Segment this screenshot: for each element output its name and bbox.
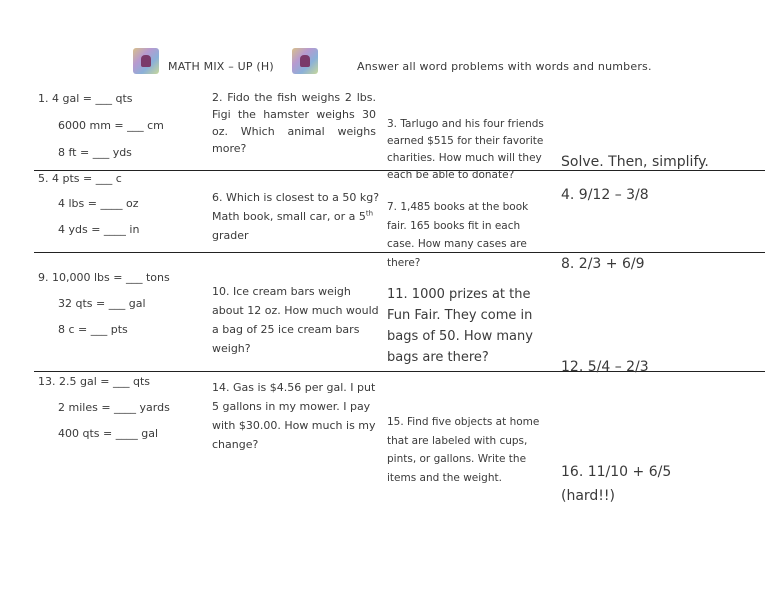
problem-16: 16. 11/10 + 6/5 xyxy=(561,464,672,480)
clipart-icon xyxy=(133,48,159,74)
problem-3: 3. Tarlugo and his four friends earned $515 for their favorite charities. How much will they each be able to donate? xyxy=(387,118,544,181)
problem-14-conversion: 2 miles = ____ yards xyxy=(58,401,170,414)
problem-11: 11. 1000 prizes at the Fun Fair. They come in bags of 50. How many bags are there? xyxy=(387,287,533,365)
instructions: Answer all word problems with words and numbers. xyxy=(357,60,652,73)
problem-15-conversion: 400 qts = ____ gal xyxy=(58,427,159,440)
problem-10-conversion: 32 qts = ___ gal xyxy=(58,297,146,310)
problem-4: 4. 9/12 – 3/8 xyxy=(561,187,649,203)
problem-2: 2. Fido the fish weighs 2 lbs. Figi the hamster weighs 30 oz. Which animal weighs more? xyxy=(212,91,376,155)
problem-16-note: (hard!!) xyxy=(561,488,615,504)
problem-2-conversion: 6000 mm = ___ cm xyxy=(58,119,164,132)
problem-14: 14. Gas is $4.56 per gal. I put 5 gallons in my mower. I pay with $30.00. How much is my change? xyxy=(212,381,376,451)
problem-12: 12. 5/4 – 2/3 xyxy=(561,359,649,375)
problem-13: 13. 2.5 gal = ___ qts xyxy=(38,375,150,388)
problem-6-conversion: 4 lbs = ____ oz xyxy=(58,197,139,210)
problem-7: 7. 1,485 books at the book fair. 165 books fit in each case. How many cases are there? xyxy=(387,201,529,269)
problem-7-conversion: 4 yds = ____ in xyxy=(58,223,140,236)
worksheet-title: MATH MIX – UP (H) xyxy=(168,60,274,73)
problem-11-conversion: 8 c = ___ pts xyxy=(58,323,128,336)
problem-8: 8. 2/3 + 6/9 xyxy=(561,256,645,272)
clipart-icon xyxy=(292,48,318,74)
problem-1: 1. 4 gal = ___ qts xyxy=(38,92,133,105)
problem-3-conversion: 8 ft = ___ yds xyxy=(58,146,132,159)
fractions-heading: Solve. Then, simplify. xyxy=(561,154,709,170)
problem-5: 5. 4 pts = ___ c xyxy=(38,172,122,185)
problem-6: 6. Which is closest to a 50 kg? Math book, small car, or a 5th grader xyxy=(212,191,380,242)
problem-15: 15. Find five objects at home that are labeled with cups, pints, or gallons. Write the items and the weight. xyxy=(387,416,540,484)
row-divider xyxy=(34,371,765,372)
problem-9: 9. 10,000 lbs = ___ tons xyxy=(38,271,170,284)
problem-10: 10. Ice cream bars weigh about 12 oz. How much would a bag of 25 ice cream bars weigh? xyxy=(212,285,379,355)
